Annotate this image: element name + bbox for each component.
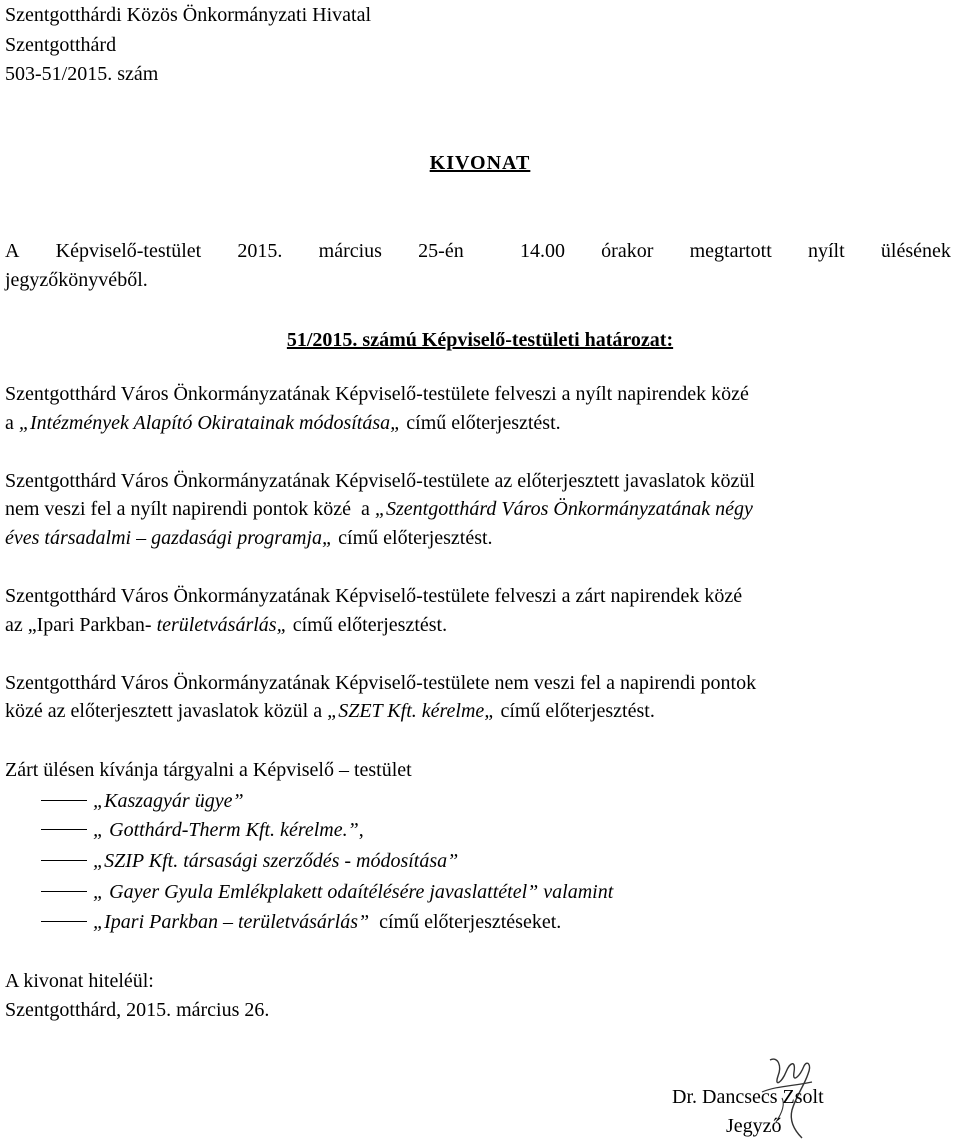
- text-run: című előterjesztéseket.: [369, 911, 562, 933]
- intro-line: [5, 236, 951, 266]
- paragraph-1-line-1: Szentgotthárd Város Önkormányzatának Képviselő-testülete felveszi a nyílt napirendek közé: [5, 383, 749, 405]
- office-name: Szentgotthárdi Közös Önkormányzati Hivatal: [5, 4, 372, 26]
- dash-mark: [41, 891, 87, 892]
- intro-word: A: [5, 240, 20, 262]
- paragraph-1-line-2: [5, 408, 561, 438]
- signer-name: Dr. Dancsecs Zsolt: [672, 1086, 824, 1108]
- closed-session-item: [41, 877, 613, 907]
- place-date: Szentgotthárd, 2015. március 26.: [5, 999, 270, 1021]
- intro-word: megtartott: [689, 240, 772, 262]
- dash-mark: [41, 921, 87, 922]
- text-run: nem veszi fel a nyílt napirendi pontok közé a: [5, 498, 375, 520]
- closed-session-item: [41, 815, 364, 845]
- intro-line-2: jegyzőkönyvéből.: [5, 269, 148, 291]
- paragraph-3-line-2: [5, 610, 447, 640]
- text-run: című előterjesztést.: [287, 614, 448, 636]
- signer-title: Jegyző: [726, 1115, 782, 1137]
- intro-word: nyílt: [808, 240, 845, 262]
- document-title: KIVONAT: [429, 152, 531, 174]
- italic-title: „SZET Kft. kérelme„: [327, 700, 496, 722]
- italic-title: „Ipari Parkban – területvásárlás”: [93, 911, 370, 933]
- closed-session-item: [41, 907, 561, 937]
- italic-title: „Kaszagyár ügye”: [93, 790, 244, 812]
- paragraph-4-line-1: Szentgotthárd Város Önkormányzatának Képviselő-testülete nem veszi fel a napirendi pontok: [5, 672, 757, 694]
- italic-title: éves társadalmi – gazdasági programja„: [5, 527, 334, 549]
- text-run: a: [5, 412, 19, 434]
- paragraph-3-line-1: Szentgotthárd Város Önkormányzatának Képviselő-testülete felveszi a zárt napirendek közé: [5, 585, 743, 607]
- closed-session-heading: Zárt ülésen kívánja tárgyalni a Képviselő – testület: [5, 759, 412, 781]
- italic-title: „Szentgotthárd Város Önkormányzatának négy: [374, 498, 753, 520]
- reference-number: 503-51/2015. szám: [5, 63, 159, 85]
- text-run: című előterjesztést.: [333, 527, 493, 549]
- text-run: közé az előterjesztett javaslatok közül a: [5, 700, 328, 722]
- text-run: az „Ipari Parkban-: [5, 614, 157, 636]
- closed-session-item: [41, 846, 458, 876]
- intro-word: órakor: [601, 240, 654, 262]
- resolution-heading: [0, 325, 960, 355]
- text-run: ,: [358, 819, 364, 841]
- italic-title: „SZIP Kft. társasági szerződés - módosítása”: [93, 850, 459, 872]
- text-run: című előterjesztést.: [401, 412, 561, 434]
- paragraph-2-line-2: [5, 494, 753, 524]
- italic-title: „ Gotthárd-Therm Kft. kérelme.”: [93, 819, 359, 841]
- paragraph-4-line-2: [5, 696, 655, 726]
- paragraph-2-line-3: [5, 523, 493, 553]
- attest-line: A kivonat hiteléül:: [5, 970, 154, 992]
- intro-word: 14.00: [519, 240, 565, 262]
- intro-word: 2015.: [237, 240, 283, 262]
- intro-word: ülésének: [880, 240, 951, 262]
- paragraph-2-line-1: Szentgotthárd Város Önkormányzatának Képviselő-testülete az előterjesztett javaslatok közül: [5, 470, 755, 492]
- italic-title: területvásárlás„: [156, 614, 288, 636]
- intro-word: 25-én: [418, 240, 464, 262]
- dash-mark: [41, 860, 87, 861]
- dash-mark: [41, 829, 87, 830]
- closed-session-item: [41, 786, 244, 816]
- resolution-heading-text: 51/2015. számú Képviselő-testületi határozat:: [286, 329, 674, 351]
- dash-mark: [41, 800, 87, 801]
- intro-word: március: [318, 240, 382, 262]
- city-name: Szentgotthárd: [5, 34, 117, 56]
- italic-title: „ Gayer Gyula Emlékplakett odaítélésére javaslattétel” valamint: [93, 881, 614, 903]
- intro-word: Képviselő-testület: [55, 240, 202, 262]
- italic-title: „Intézmények Alapító Okiratainak módosítása„: [18, 412, 402, 434]
- text-run: című előterjesztést.: [495, 700, 655, 722]
